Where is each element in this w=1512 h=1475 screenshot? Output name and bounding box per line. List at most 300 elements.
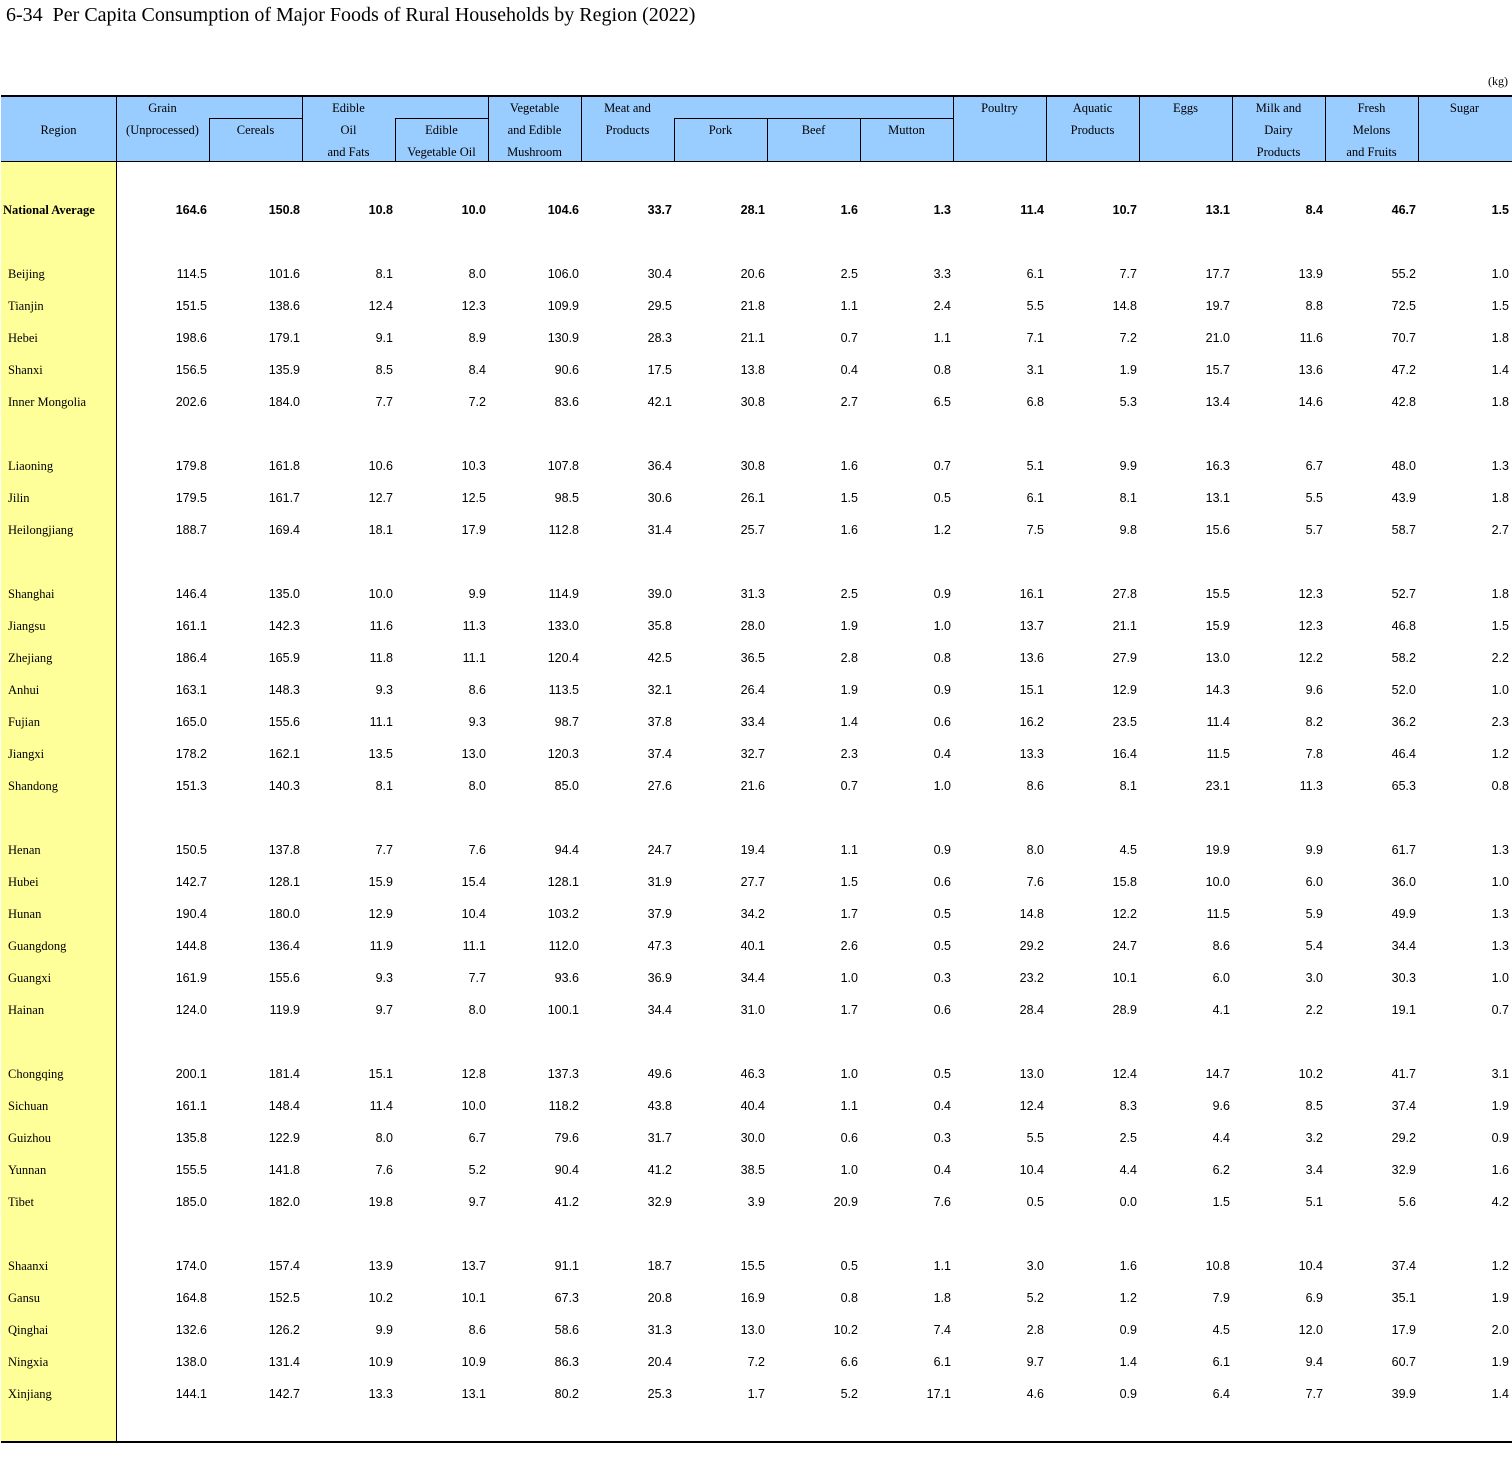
region-name: Shanghai: [8, 587, 55, 601]
table-cell: 179.1: [268, 331, 300, 345]
table-cell: 7.7: [375, 395, 393, 409]
table-cell: 0.0: [1119, 1195, 1137, 1209]
table-cell: 7.2: [468, 395, 486, 409]
header-meat: Meat and: [604, 101, 651, 115]
table-cell: 5.1: [1305, 1195, 1323, 1209]
table-cell: 1.1: [840, 299, 858, 313]
table-cell: 0.5: [933, 907, 951, 921]
table-cell: 1.7: [840, 1003, 858, 1017]
table-cell: 1.6: [1491, 1163, 1509, 1177]
table-cell: 11.1: [462, 651, 486, 665]
table-cell: 34.4: [647, 1003, 672, 1017]
table-cell: 7.7: [1305, 1387, 1323, 1401]
table-cell: 98.5: [554, 491, 579, 505]
table-cell: 13.1: [461, 1387, 486, 1401]
header-aquatic-2: Products: [1070, 123, 1115, 137]
table-cell: 7.6: [468, 843, 486, 857]
table-cell: 0.5: [1026, 1195, 1044, 1209]
table-row: [0, 520, 1512, 540]
table-cell: 1.8: [1491, 395, 1509, 409]
table-cell: 13.3: [1019, 747, 1044, 761]
table-cell: 15.4: [461, 875, 486, 889]
table-cell: 135.9: [268, 363, 300, 377]
header-fruit: Fresh: [1357, 101, 1386, 115]
table-row: [0, 584, 1512, 604]
table-cell: 8.9: [468, 331, 486, 345]
table-cell: 31.7: [647, 1131, 672, 1145]
table-cell: 0.4: [933, 1099, 951, 1113]
table-cell: 137.3: [547, 1067, 579, 1081]
table-cell: 6.2: [1212, 1163, 1230, 1177]
table-cell: 9.6: [1212, 1099, 1230, 1113]
table-cell: 19.7: [1205, 299, 1230, 313]
table-cell: 156.5: [175, 363, 207, 377]
table-cell: 188.7: [175, 523, 207, 537]
table-cell: 13.5: [368, 747, 393, 761]
table-cell: 13.8: [740, 363, 765, 377]
table-cell: 55.2: [1391, 267, 1416, 281]
table-cell: 32.9: [647, 1195, 672, 1209]
table-cell: 17.1: [926, 1387, 951, 1401]
table-cell: 37.9: [647, 907, 672, 921]
region-name: National Average: [3, 203, 95, 217]
table-cell: 1.5: [840, 491, 858, 505]
region-name: Beijing: [8, 267, 45, 281]
table-cell: 1.7: [840, 907, 858, 921]
table-cell: 1.9: [840, 619, 858, 633]
table-cell: 8.6: [468, 1323, 486, 1337]
table-cell: 25.7: [740, 523, 765, 537]
table-cell: 13.0: [1019, 1067, 1044, 1081]
table-cell: 169.4: [268, 523, 300, 537]
table-cell: 0.8: [933, 651, 951, 665]
table-cell: 19.4: [740, 843, 765, 857]
table-cell: 25.3: [647, 1387, 672, 1401]
table-cell: 10.0: [461, 203, 486, 217]
table-cell: 46.3: [740, 1067, 765, 1081]
table-cell: 181.4: [268, 1067, 300, 1081]
table-cell: 47.3: [647, 939, 672, 953]
table-cell: 186.4: [175, 651, 207, 665]
table-cell: 72.5: [1391, 299, 1416, 313]
table-cell: 29.5: [647, 299, 672, 313]
table-cell: 31.3: [740, 587, 765, 601]
table-cell: 1.4: [1491, 1387, 1509, 1401]
table-cell: 12.8: [461, 1067, 486, 1081]
table-cell: 8.2: [1305, 715, 1323, 729]
table-cell: 0.6: [840, 1131, 858, 1145]
table-cell: 27.9: [1112, 651, 1137, 665]
table-cell: 0.8: [1491, 779, 1509, 793]
table-cell: 18.7: [647, 1259, 672, 1273]
table-cell: 0.8: [840, 1291, 858, 1305]
region-name: Tianjin: [8, 299, 44, 313]
table-cell: 4.4: [1119, 1163, 1137, 1177]
table-row: [0, 1256, 1512, 1276]
table-cell: 20.4: [647, 1355, 672, 1369]
table-cell: 31.4: [647, 523, 672, 537]
table-cell: 2.0: [1491, 1323, 1509, 1337]
table-cell: 12.2: [1298, 651, 1323, 665]
table-cell: 31.0: [740, 1003, 765, 1017]
table-cell: 7.2: [1119, 331, 1137, 345]
table-cell: 20.6: [740, 267, 765, 281]
table-cell: 1.0: [933, 779, 951, 793]
table-cell: 8.6: [468, 683, 486, 697]
table-cell: 1.7: [747, 1387, 765, 1401]
header-mutton: Mutton: [888, 123, 925, 137]
table-cell: 131.4: [268, 1355, 300, 1369]
table-row: [0, 904, 1512, 924]
table-cell: 15.5: [1205, 587, 1230, 601]
unit-label: (kg): [1488, 74, 1508, 88]
table-cell: 85.0: [554, 779, 579, 793]
table-cell: 40.4: [740, 1099, 765, 1113]
table-cell: 48.0: [1391, 459, 1416, 473]
table-cell: 13.9: [1298, 267, 1323, 281]
table-cell: 41.2: [554, 1195, 579, 1209]
table-cell: 126.2: [268, 1323, 300, 1337]
table-cell: 150.8: [268, 203, 300, 217]
table-cell: 11.1: [462, 939, 486, 953]
table-cell: 1.5: [1491, 619, 1509, 633]
table-cell: 13.7: [461, 1259, 486, 1273]
table-cell: 8.6: [1026, 779, 1044, 793]
header-milk-3: Products: [1256, 145, 1301, 159]
table-cell: 10.3: [461, 459, 486, 473]
table-cell: 179.5: [175, 491, 207, 505]
table-cell: 135.8: [175, 1131, 207, 1145]
table-cell: 7.1: [1026, 331, 1044, 345]
table-cell: 8.8: [1305, 299, 1323, 313]
region-name: Fujian: [8, 715, 40, 729]
table-cell: 164.6: [175, 203, 207, 217]
table-cell: 21.1: [740, 331, 765, 345]
table-cell: 1.9: [1491, 1291, 1509, 1305]
table-cell: 165.9: [268, 651, 300, 665]
table-cell: 21.6: [740, 779, 765, 793]
table-cell: 79.6: [554, 1131, 579, 1145]
table-cell: 146.4: [175, 587, 207, 601]
table-cell: 39.9: [1391, 1387, 1416, 1401]
table-cell: 8.0: [468, 267, 486, 281]
table-cell: 141.8: [268, 1163, 300, 1177]
table-cell: 1.0: [840, 1067, 858, 1081]
region-name: Hubei: [8, 875, 39, 889]
region-name: Guangxi: [8, 971, 52, 985]
table-cell: 36.5: [740, 651, 765, 665]
table-cell: 4.4: [1212, 1131, 1230, 1145]
table-cell: 180.0: [268, 907, 300, 921]
table-row: [0, 392, 1512, 412]
region-name: Heilongjiang: [8, 523, 74, 537]
header-milk-2: Dairy: [1264, 123, 1293, 137]
table-cell: 34.4: [1391, 939, 1416, 953]
table-cell: 1.5: [1491, 203, 1509, 217]
table-cell: 1.1: [840, 1099, 858, 1113]
table-cell: 36.0: [1391, 875, 1416, 889]
table-cell: 1.8: [1491, 331, 1509, 345]
table-cell: 9.9: [1305, 843, 1323, 857]
table-cell: 30.0: [740, 1131, 765, 1145]
table-cell: 19.8: [368, 1195, 393, 1209]
table-cell: 34.2: [740, 907, 765, 921]
table-cell: 8.3: [1119, 1099, 1137, 1113]
table-cell: 2.3: [1491, 715, 1509, 729]
table-cell: 0.9: [1119, 1323, 1137, 1337]
table-cell: 29.2: [1391, 1131, 1416, 1145]
table-cell: 17.5: [647, 363, 672, 377]
table-cell: 114.9: [548, 587, 579, 601]
table-cell: 202.6: [175, 395, 207, 409]
table-cell: 32.1: [647, 683, 672, 697]
table-cell: 4.2: [1491, 1195, 1509, 1209]
table-cell: 18.1: [368, 523, 393, 537]
table-cell: 120.4: [547, 651, 579, 665]
table-cell: 1.0: [1491, 875, 1509, 889]
table-cell: 12.9: [368, 907, 393, 921]
table-cell: 1.3: [1491, 939, 1509, 953]
table-cell: 0.9: [933, 683, 951, 697]
table-cell: 2.5: [1119, 1131, 1137, 1145]
table-cell: 16.3: [1205, 459, 1230, 473]
table-cell: 38.5: [740, 1163, 765, 1177]
table-cell: 1.0: [933, 619, 951, 633]
table-cell: 100.1: [547, 1003, 579, 1017]
table-cell: 1.4: [840, 715, 858, 729]
table-cell: 4.5: [1119, 843, 1137, 857]
table-cell: 0.7: [933, 459, 951, 473]
region-name: Shanxi: [8, 363, 43, 377]
table-cell: 6.1: [1026, 267, 1044, 281]
header-grain: Grain: [148, 101, 177, 115]
table-cell: 106.0: [547, 267, 579, 281]
table-cell: 83.6: [554, 395, 579, 409]
table-cell: 6.1: [933, 1355, 951, 1369]
header-cereals: Cereals: [236, 123, 275, 137]
table-cell: 2.7: [840, 395, 858, 409]
table-cell: 10.9: [368, 1355, 393, 1369]
table-cell: 0.5: [840, 1259, 858, 1273]
table-cell: 58.6: [554, 1323, 579, 1337]
table-row: [0, 1000, 1512, 1020]
table-cell: 27.6: [647, 779, 672, 793]
table-cell: 90.4: [554, 1163, 579, 1177]
table-cell: 32.9: [1391, 1163, 1416, 1177]
table-cell: 1.3: [1491, 843, 1509, 857]
table-cell: 3.1: [1491, 1067, 1509, 1081]
table-cell: 9.7: [468, 1195, 486, 1209]
table-cell: 17.9: [1391, 1323, 1416, 1337]
table-cell: 30.3: [1391, 971, 1416, 985]
table-cell: 7.5: [1026, 523, 1044, 537]
table-cell: 30.8: [740, 459, 765, 473]
table-cell: 107.8: [547, 459, 579, 473]
table-cell: 1.6: [840, 203, 858, 217]
table-cell: 1.8: [933, 1291, 951, 1305]
table-cell: 15.9: [368, 875, 393, 889]
table-cell: 10.2: [833, 1323, 858, 1337]
table-row: [0, 1320, 1512, 1340]
table-cell: 12.3: [461, 299, 486, 313]
table-cell: 1.8: [1491, 491, 1509, 505]
region-name: Shandong: [8, 779, 58, 793]
table-cell: 163.1: [175, 683, 207, 697]
table-cell: 0.7: [840, 331, 858, 345]
table-row: [0, 264, 1512, 284]
table-row: [0, 1192, 1512, 1212]
table-cell: 32.7: [740, 747, 765, 761]
table-cell: 13.1: [1205, 203, 1230, 217]
table-cell: 118.2: [548, 1099, 579, 1113]
table-cell: 128.1: [268, 875, 300, 889]
table-cell: 157.4: [268, 1259, 300, 1273]
table-cell: 70.7: [1391, 331, 1416, 345]
table-cell: 28.4: [1019, 1003, 1044, 1017]
table-cell: 2.6: [840, 939, 858, 953]
table-cell: 165.0: [175, 715, 207, 729]
table-cell: 13.9: [368, 1259, 393, 1273]
table-cell: 140.3: [268, 779, 300, 793]
table-row: [0, 1096, 1512, 1116]
table-cell: 136.4: [268, 939, 300, 953]
table-row: [0, 840, 1512, 860]
table-cell: 61.7: [1391, 843, 1416, 857]
table-cell: 9.4: [1305, 1355, 1323, 1369]
header-oil-3: and Fats: [327, 145, 370, 159]
region-name: Sichuan: [8, 1099, 49, 1113]
table-cell: 31.9: [647, 875, 672, 889]
table-cell: 155.5: [175, 1163, 207, 1177]
table-cell: 3.0: [1305, 971, 1323, 985]
table-cell: 161.1: [175, 619, 207, 633]
table-cell: 0.9: [933, 843, 951, 857]
table-cell: 109.9: [547, 299, 579, 313]
table-cell: 11.5: [1206, 907, 1230, 921]
region-name: Xinjiang: [8, 1387, 52, 1401]
table-cell: 46.4: [1391, 747, 1416, 761]
table-cell: 33.7: [647, 203, 672, 217]
table-cell: 13.0: [740, 1323, 765, 1337]
table-cell: 174.0: [175, 1259, 207, 1273]
table-cell: 86.3: [554, 1355, 579, 1369]
table-cell: 6.1: [1212, 1355, 1230, 1369]
table-row-national-average: [0, 200, 1512, 220]
table-cell: 1.0: [1491, 267, 1509, 281]
table-row: [0, 616, 1512, 636]
table-cell: 10.8: [1205, 1259, 1230, 1273]
table-cell: 15.9: [1205, 619, 1230, 633]
table-cell: 152.5: [268, 1291, 300, 1305]
table-row: [0, 1128, 1512, 1148]
table-header: [1, 95, 1512, 162]
table-cell: 6.1: [1026, 491, 1044, 505]
table-row: [0, 296, 1512, 316]
table-cell: 0.8: [933, 363, 951, 377]
table-cell: 0.5: [933, 939, 951, 953]
table-cell: 10.1: [1112, 971, 1137, 985]
table-cell: 8.1: [375, 779, 393, 793]
table-row: [0, 360, 1512, 380]
table-cell: 9.9: [468, 587, 486, 601]
table-cell: 12.7: [368, 491, 393, 505]
table-cell: 33.4: [740, 715, 765, 729]
table-cell: 35.8: [647, 619, 672, 633]
table-row: [0, 936, 1512, 956]
table-cell: 7.9: [1212, 1291, 1230, 1305]
table-cell: 42.1: [647, 395, 672, 409]
table-cell: 80.2: [554, 1387, 579, 1401]
table-cell: 26.4: [740, 683, 765, 697]
table-cell: 103.2: [547, 907, 579, 921]
table-cell: 13.4: [1205, 395, 1230, 409]
table-cell: 39.0: [647, 587, 672, 601]
table-cell: 5.7: [1305, 523, 1323, 537]
table-cell: 184.0: [268, 395, 300, 409]
table-row: [0, 456, 1512, 476]
table-cell: 1.3: [1491, 907, 1509, 921]
table-cell: 3.3: [933, 267, 951, 281]
table-cell: 20.9: [833, 1195, 858, 1209]
table-cell: 4.5: [1212, 1323, 1230, 1337]
table-cell: 1.2: [1491, 1259, 1509, 1273]
table-cell: 9.7: [375, 1003, 393, 1017]
table-cell: 10.0: [461, 1099, 486, 1113]
table-cell: 12.3: [1298, 619, 1323, 633]
table-cell: 7.7: [468, 971, 486, 985]
table-cell: 8.5: [375, 363, 393, 377]
table-cell: 52.0: [1391, 683, 1416, 697]
table-cell: 49.9: [1391, 907, 1416, 921]
table-cell: 30.6: [647, 491, 672, 505]
table-cell: 29.2: [1019, 939, 1044, 953]
table-cell: 4.6: [1026, 1387, 1044, 1401]
table-cell: 8.1: [375, 267, 393, 281]
table-cell: 120.3: [547, 747, 579, 761]
table-cell: 37.4: [1391, 1259, 1416, 1273]
table-cell: 0.9: [933, 587, 951, 601]
table-cell: 5.9: [1305, 907, 1323, 921]
table-cell: 2.2: [1305, 1003, 1323, 1017]
header-aquatic: Aquatic: [1072, 101, 1113, 115]
region-name: Tibet: [8, 1195, 34, 1209]
table-cell: 132.6: [175, 1323, 207, 1337]
table-cell: 5.6: [1398, 1195, 1416, 1209]
table-cell: 1.6: [840, 459, 858, 473]
table-cell: 0.6: [933, 1003, 951, 1017]
table-cell: 9.7: [1026, 1355, 1044, 1369]
table-cell: 10.7: [1112, 203, 1137, 217]
table-row: [0, 872, 1512, 892]
table-cell: 0.7: [1491, 1003, 1509, 1017]
table-cell: 6.0: [1305, 875, 1323, 889]
table-cell: 40.1: [740, 939, 765, 953]
table-cell: 135.0: [268, 587, 300, 601]
table-cell: 1.3: [933, 203, 951, 217]
table-cell: 10.1: [461, 1291, 486, 1305]
region-name: Inner Mongolia: [8, 395, 87, 409]
table-cell: 5.5: [1026, 1131, 1044, 1145]
header-vegetable: Vegetable: [509, 101, 560, 115]
table-cell: 3.9: [747, 1195, 765, 1209]
table-cell: 13.1: [1205, 491, 1230, 505]
table-cell: 37.8: [647, 715, 672, 729]
table-cell: 16.1: [1019, 587, 1044, 601]
table-cell: 7.4: [933, 1323, 951, 1337]
table-cell: 155.6: [268, 715, 300, 729]
table-row: [0, 1384, 1512, 1404]
table-cell: 11.5: [1206, 747, 1230, 761]
